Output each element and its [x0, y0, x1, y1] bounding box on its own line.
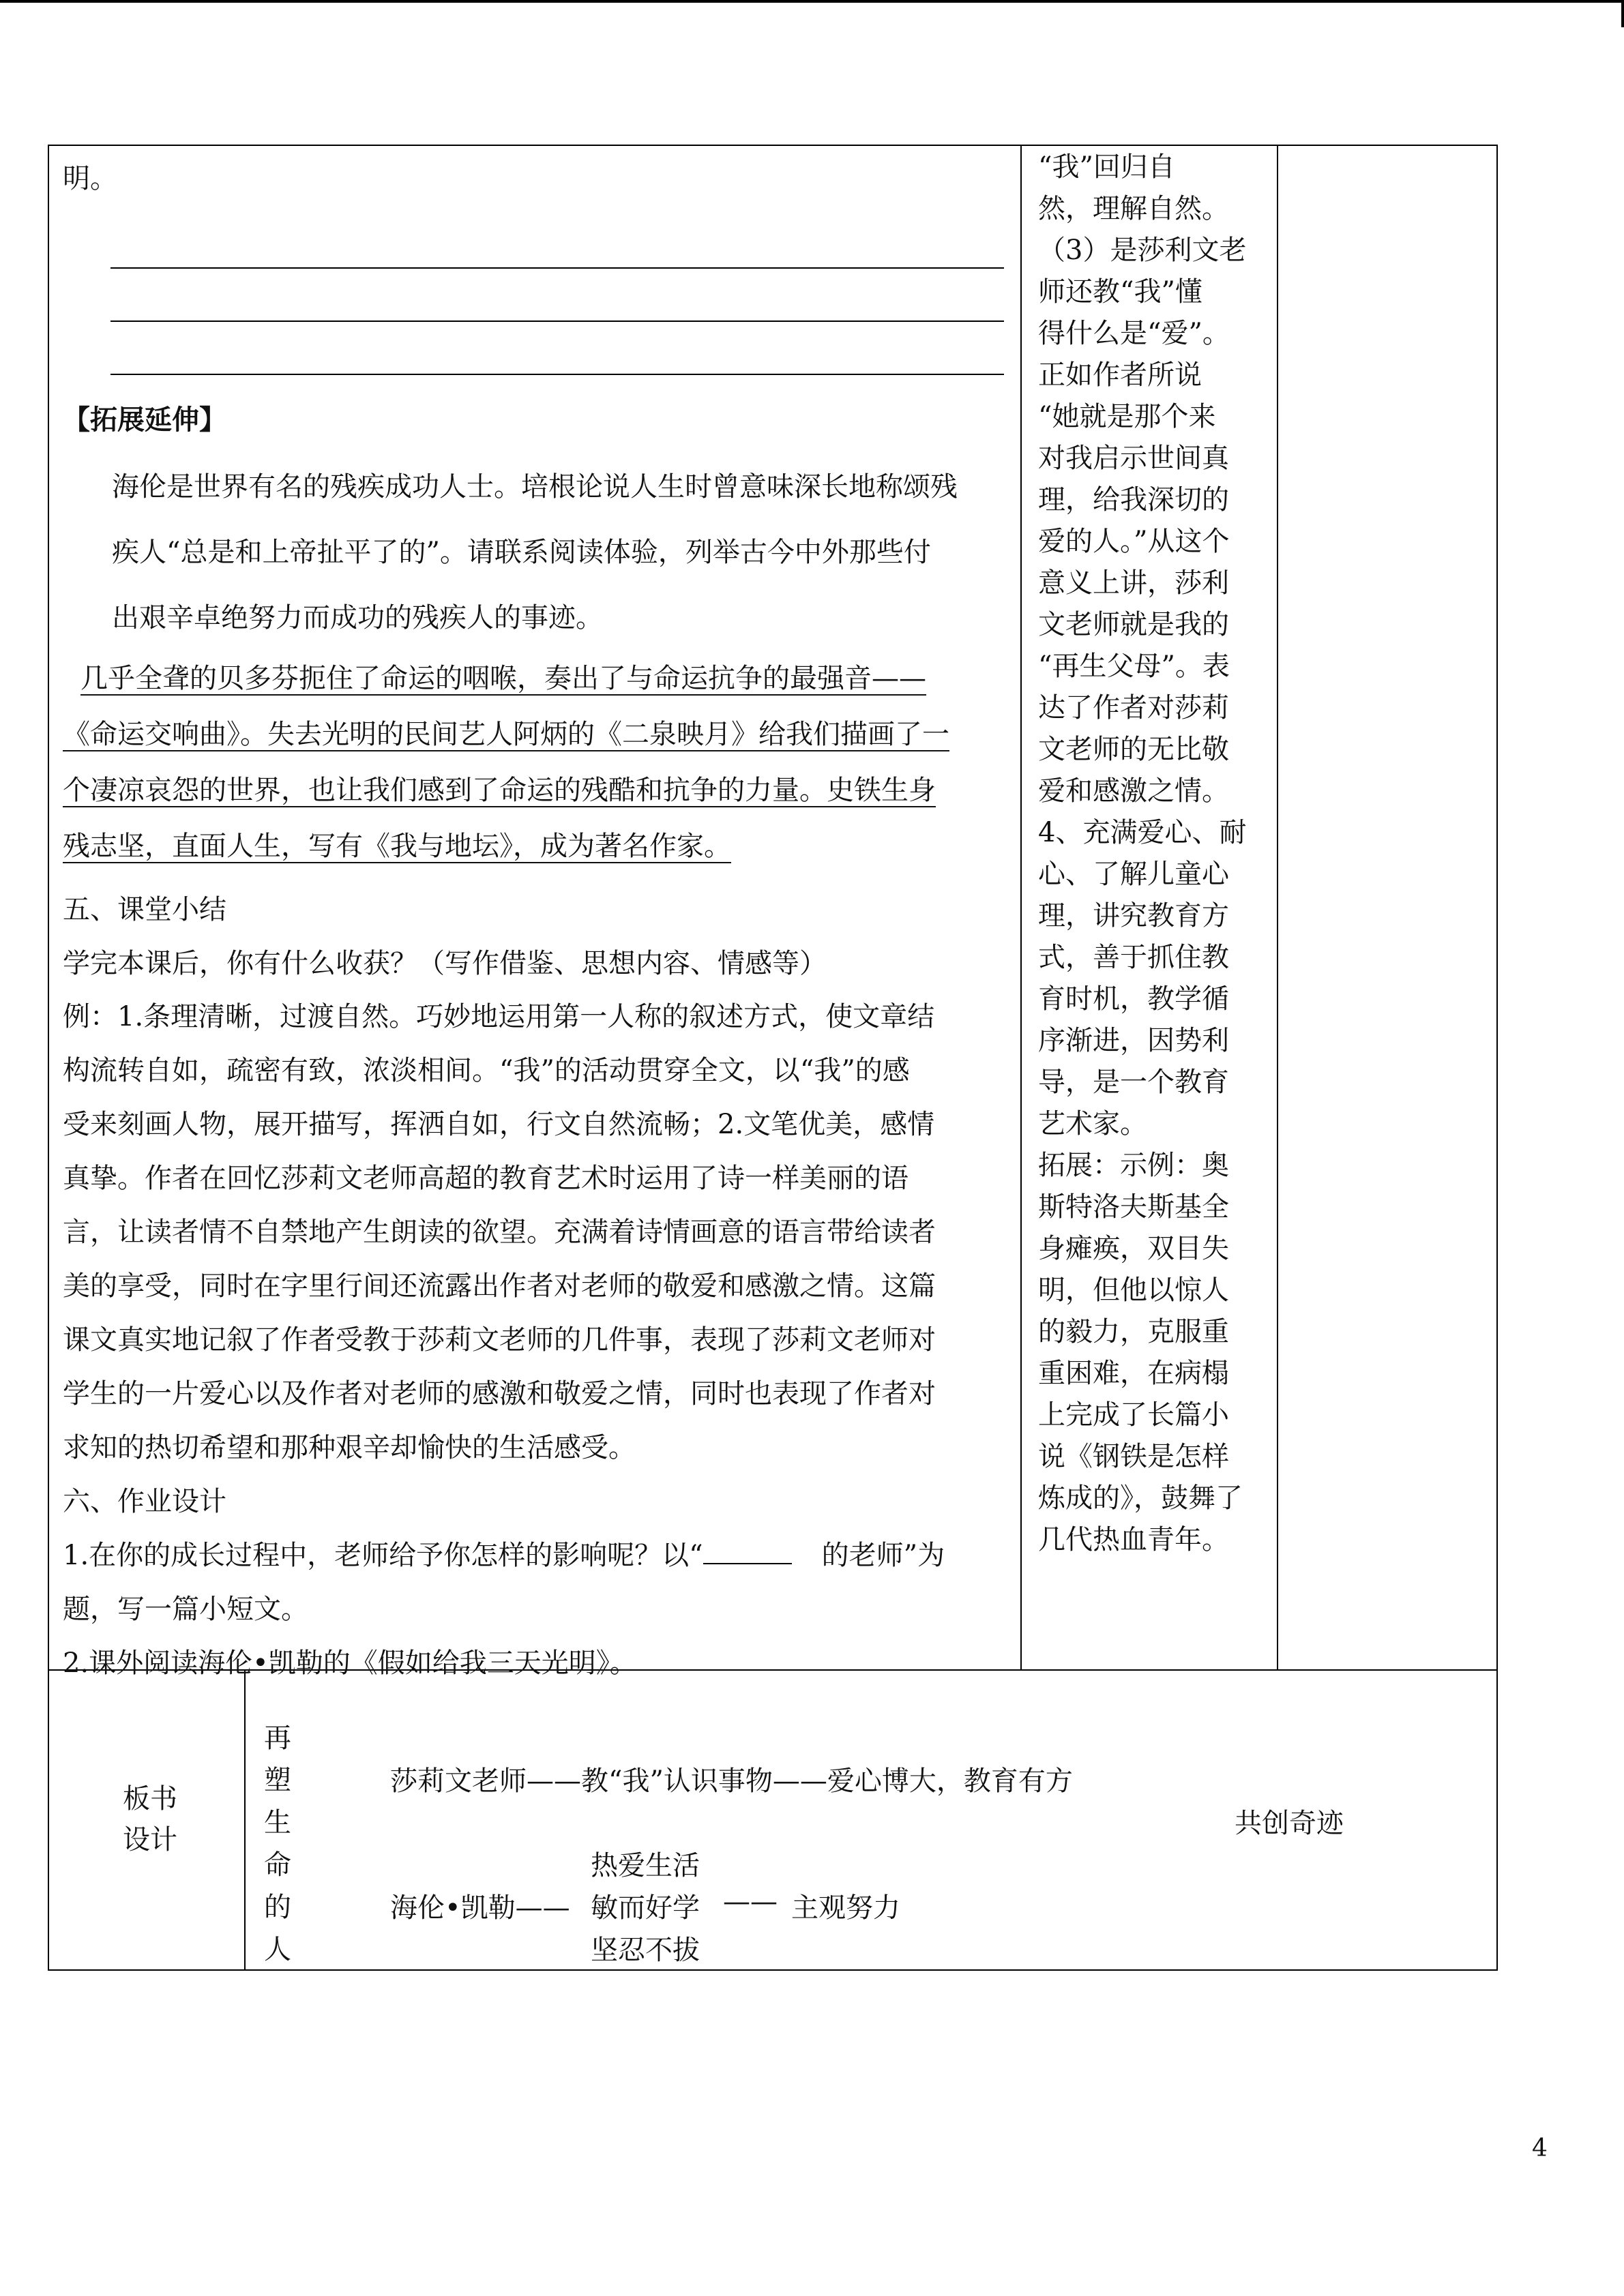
side-note-line: 式，善于抓住教 [1038, 942, 1229, 973]
side-note-line: 炼成的》，鼓舞了 [1038, 1482, 1243, 1514]
board-trait-2: 敏而好学 [591, 1892, 700, 1924]
extension-answer-line-3: 个凄凉哀怨的世界，也让我们感到了命运的残酷和抗争的力量。史铁生身 [63, 775, 936, 806]
board-teacher-line: 莎莉文老师——教“我”认识事物——爱心博大，教育有方 [390, 1765, 1073, 1797]
carry-over-text: 明。 [63, 163, 117, 194]
side-note-line: 达了作者对莎莉 [1038, 692, 1229, 724]
summary-line-9: 求知的热切希望和那种艰辛却愉快的生活感受。 [63, 1432, 636, 1463]
side-note-line: 文老师的无比敬 [1038, 734, 1229, 765]
board-effort: 主观努力 [791, 1892, 900, 1924]
column-divider-2 [1277, 145, 1278, 1671]
homework-heading: 六、作业设计 [63, 1486, 226, 1517]
side-note-line: 4、充满爱心、耐 [1038, 817, 1247, 848]
extension-answer-line-2: 《命运交响曲》。失去光明的民间艺人阿炳的《二泉映月》给我们描画了一 [63, 719, 949, 750]
side-note-line: 上完成了长篇小 [1038, 1399, 1229, 1431]
side-note-line: 意义上讲，莎利 [1038, 567, 1229, 599]
homework-item-1-line-2: 题，写一篇小短文。 [63, 1594, 308, 1625]
homework-item-1-suffix: 的老师”为 [821, 1540, 945, 1571]
side-note-line: 序渐进，因势利 [1038, 1025, 1229, 1056]
side-note-line: 说《钢铁是怎样 [1038, 1441, 1229, 1472]
homework-item-1-prefix: 1.在你的成长过程中，老师给予你怎样的影响呢？以“ [63, 1540, 703, 1571]
vertical-title-char: 命 [264, 1849, 291, 1881]
board-label-line-1: 板书 [123, 1783, 177, 1815]
board-column-divider [244, 1669, 246, 1971]
board-helen-name: 海伦•凯勒—— [390, 1892, 570, 1924]
side-note-line: 明，但他以惊人 [1038, 1274, 1229, 1306]
extension-answer-line-4: 残志坚，直面人生，写有《我与地坛》，成为著名作家。 [63, 831, 731, 862]
side-note-line: “再生父母”。表 [1038, 651, 1230, 682]
side-note-line: 艺术家。 [1038, 1108, 1147, 1139]
extension-heading: 【拓展延伸】 [63, 404, 226, 436]
side-note-line: （3）是莎利文老 [1038, 235, 1247, 266]
side-notes-column [1038, 147, 1263, 1561]
summary-line-5: 言，让读者情不自禁地产生朗读的欲望。充满着诗情画意的语言带给读者 [63, 1217, 936, 1248]
top-border-line [0, 0, 1624, 3]
summary-line-2: 构流转自如，疏密有致，浓淡相间。“我”的活动贯穿全文，以“我”的感 [63, 1055, 910, 1086]
extension-prompt-line-3: 出艰辛卓绝努力而成功的残疾人的事迹。 [112, 602, 603, 633]
summary-line-1: 例：1.条理清晰，过渡自然。巧妙地运用第一人称的叙述方式，使文章结 [63, 1001, 935, 1032]
side-note-line: 爱和感激之情。 [1038, 775, 1229, 807]
main-column [63, 151, 1007, 1690]
side-note-line: 拓展：示例：奥 [1038, 1150, 1229, 1181]
side-note-line: “我”回归自 [1038, 151, 1175, 183]
extension-prompt-line-2: 疾人“总是和上帝扯平了的”。请联系阅读体验，列举古今中外那些付 [112, 537, 931, 568]
side-note-line: 几代热血青年。 [1038, 1524, 1229, 1555]
board-trait-3: 坚忍不拔 [591, 1935, 700, 1966]
summary-line-3: 受来刻画人物，展开描写，挥洒自如，行文自然流畅；2.文笔优美，感情 [63, 1109, 935, 1140]
summary-line-6: 美的享受，同时在字里行间还流露出作者对老师的敬爱和感激之情。这篇 [63, 1270, 936, 1302]
side-note-line: 理，给我深切的 [1038, 484, 1229, 516]
side-note-line: 斯特洛夫斯基全 [1038, 1191, 1229, 1223]
summary-question: 学完本课后，你有什么收获？（写作借鉴、思想内容、情感等） [63, 948, 827, 979]
side-note-line: 心、了解儿童心 [1038, 859, 1229, 890]
side-note-line: 导，是一个教育 [1038, 1067, 1229, 1098]
summary-line-7: 课文真实地记叙了作者受教于莎莉文老师的几件事，表现了莎莉文老师对 [63, 1324, 936, 1356]
side-note-line: 的毅力，克服重 [1038, 1316, 1229, 1347]
board-result: 共创奇迹 [1235, 1808, 1344, 1839]
side-note-line: 然，理解自然。 [1038, 193, 1229, 224]
side-note-line: 得什么是“爱”。 [1038, 318, 1230, 349]
top-right-border-tick [1621, 0, 1624, 27]
summary-line-8: 学生的一片爱心以及作者对老师的感激和敬爱之情，同时也表现了作者对 [63, 1378, 936, 1410]
vertical-title-char: 再 [264, 1723, 291, 1754]
side-note-line: 文老师就是我的 [1038, 609, 1229, 640]
vertical-title-char: 的 [264, 1892, 291, 1923]
vertical-title-char: 生 [264, 1807, 291, 1838]
extension-answer-line-1: 几乎全聋的贝多芬扼住了命运的咽喉，奏出了与命运抗争的最强音—— [80, 663, 926, 694]
side-note-line: 正如作者所说 [1038, 359, 1202, 391]
board-vertical-title [261, 1717, 295, 1971]
extension-prompt-line-1: 海伦是世界有名的残疾成功人士。培根论说人生时曾意味深长地称颂残 [112, 471, 958, 503]
vertical-title-char: 人 [264, 1934, 291, 1965]
side-note-line: “她就是那个来 [1038, 401, 1216, 432]
homework-title-blank [703, 1536, 792, 1564]
homework-item-1 [63, 1529, 1007, 1583]
board-label-line-2: 设计 [123, 1824, 177, 1855]
board-design-label [82, 1778, 218, 1860]
side-note-line: 育时机，教学循 [1038, 983, 1229, 1015]
side-note-line: 师还教“我”懂 [1038, 276, 1202, 308]
page-number: 4 [1532, 2134, 1548, 2162]
board-arrow: —— [723, 1886, 778, 1918]
board-trait-1: 热爱生活 [591, 1850, 700, 1881]
homework-item-2: 2.课外阅读海伦•凯勒的《假如给我三天光明》。 [63, 1648, 637, 1679]
side-note-line: 对我启示世间真 [1038, 443, 1229, 474]
side-note-line: 爱的人。”从这个 [1038, 526, 1230, 557]
side-note-line: 理，讲究教育方 [1038, 900, 1229, 931]
column-divider-1 [1020, 145, 1022, 1671]
summary-line-4: 真挚。作者在回忆莎莉文老师高超的教育艺术时运用了诗一样美丽的语 [63, 1163, 909, 1194]
vertical-title-char: 塑 [264, 1765, 291, 1796]
side-note-line: 身瘫痪，双目失 [1038, 1233, 1229, 1264]
summary-heading: 五、课堂小结 [63, 894, 226, 925]
side-note-line: 重困难，在病榻 [1038, 1358, 1229, 1389]
